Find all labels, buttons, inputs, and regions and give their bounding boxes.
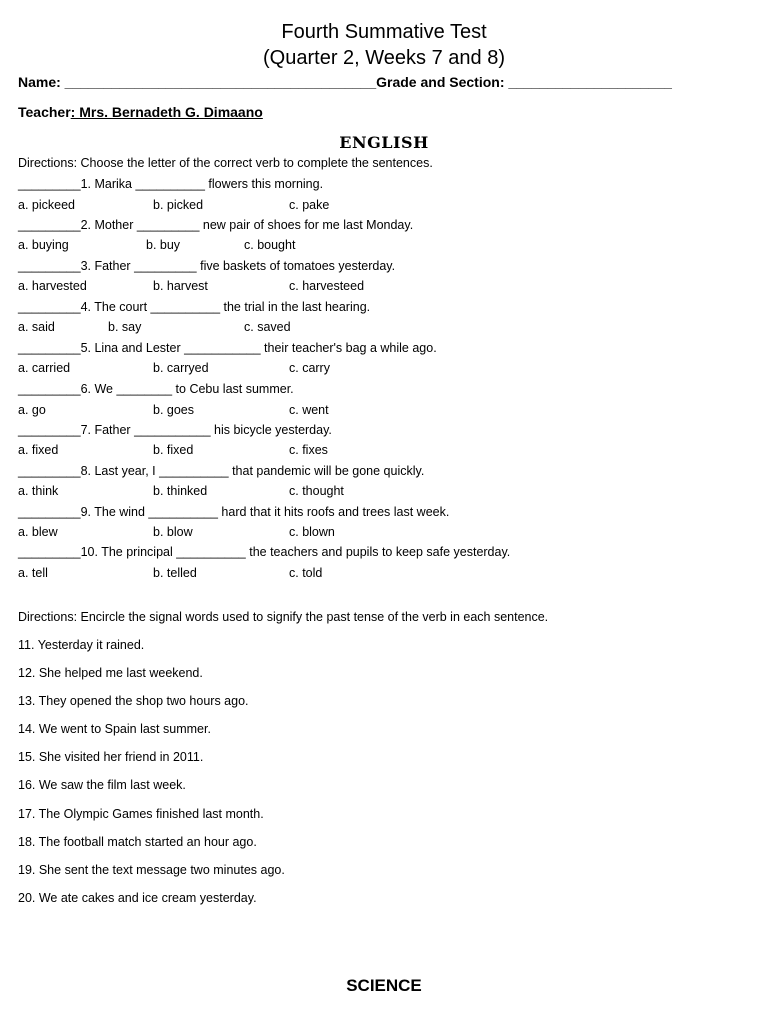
name-grade-line: Name: ________________________________________Grade and Section: _____________________ [18, 74, 672, 90]
option-2a: a. buying [18, 238, 69, 252]
option-3b: b. harvest [153, 279, 208, 293]
option-1b: b. picked [153, 198, 204, 212]
question-2: _________2. Mother _________ new pair of shoes for me last Monday. [18, 218, 414, 232]
option-4b: b. say [108, 320, 142, 334]
option-7b: b. fixed [153, 443, 194, 457]
question-4: _________4. The court __________ the trial in the last hearing. [18, 300, 371, 314]
option-4c: c. saved [244, 320, 291, 334]
question-10: _________10. The principal __________ the teachers and pupils to keep safe yesterday. [18, 545, 511, 559]
teacher-name: : Mrs. Bernadeth G. Dimaano [70, 104, 263, 120]
question-6: _________6. We ________ to Cebu last summer. [18, 382, 294, 396]
option-7a: a. fixed [18, 443, 59, 457]
option-9c: c. blown [289, 525, 335, 539]
option-6b: b. goes [153, 403, 195, 417]
english-heading: ENGLISH [339, 133, 429, 152]
question-3: _________3. Father _________ five baskets of tomatoes yesterday. [18, 259, 396, 273]
science-heading: SCIENCE [346, 976, 422, 995]
directions-encircle: Directions: Encircle the signal words used to signify the past tense of the verb in each sentence. [18, 610, 549, 624]
option-9a: a. blew [18, 525, 58, 539]
option-9b: b. blow [153, 525, 193, 539]
option-5b: b. carryed [153, 361, 209, 375]
option-10b: b. telled [153, 566, 197, 580]
option-5c: c. carry [289, 361, 330, 375]
sentence-19: 19. She sent the text message two minutes ago. [18, 863, 285, 877]
option-5a: a. carried [18, 361, 71, 375]
question-1: _________1. Marika __________ flowers this morning. [18, 177, 324, 191]
option-1a: a. pickeed [18, 198, 75, 212]
question-7: _________7. Father ___________ his bicycle yesterday. [18, 423, 332, 437]
question-9: _________9. The wind __________ hard that it hits roofs and trees last week. [18, 505, 450, 519]
sentence-18: 18. The football match started an hour ago. [18, 835, 257, 849]
option-2c: c. bought [244, 238, 296, 252]
sentence-15: 15. She visited her friend in 2011. [18, 750, 204, 764]
option-3c: c. harvesteed [289, 279, 365, 293]
question-8: _________8. Last year, I __________ that pandemic will be gone quickly. [18, 464, 425, 478]
sentence-13: 13. They opened the shop two hours ago. [18, 694, 249, 708]
teacher-line [18, 104, 263, 120]
option-2b: b. buy [146, 238, 181, 252]
sentence-14: 14. We went to Spain last summer. [18, 722, 211, 736]
option-10a: a. tell [18, 566, 48, 580]
teacher-label: Teacher [18, 104, 71, 120]
sentence-16: 16. We saw the film last week. [18, 778, 186, 792]
sentence-12: 12. She helped me last weekend. [18, 666, 203, 680]
option-8c: c. thought [289, 484, 344, 498]
option-1c: c. pake [289, 198, 330, 212]
test-subtitle: (Quarter 2, Weeks 7 and 8) [263, 47, 505, 69]
option-8b: b. thinked [153, 484, 208, 498]
option-10c: c. told [289, 566, 323, 580]
option-6a: a. go [18, 403, 46, 417]
sentence-17: 17. The Olympic Games finished last month. [18, 807, 264, 821]
sentence-20: 20. We ate cakes and ice cream yesterday. [18, 891, 257, 905]
directions-multiple-choice: Directions: Choose the letter of the correct verb to complete the sentences. [18, 156, 433, 170]
question-5: _________5. Lina and Lester ___________ their teacher's bag a while ago. [18, 341, 437, 355]
option-3a: a. harvested [18, 279, 87, 293]
option-8a: a. think [18, 484, 59, 498]
sentence-11: 11. Yesterday it rained. [18, 638, 145, 652]
option-4a: a. said [18, 320, 55, 334]
option-6c: c. went [289, 403, 329, 417]
test-title: Fourth Summative Test [281, 21, 487, 43]
option-7c: c. fixes [289, 443, 328, 457]
